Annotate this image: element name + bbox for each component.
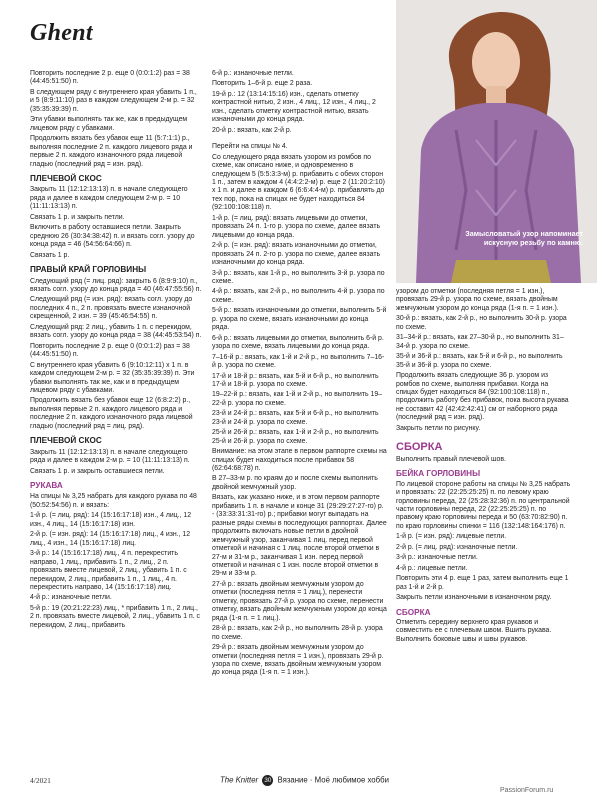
instruction-paragraph: 1-й р. (= лиц. ряд): 14 (15:16:17:18) изн., 4 лиц., 12 изн., 4 лиц., 14 (15:16:17:18) изн. bbox=[30, 512, 192, 528]
photo-caption: Замысловатый узор напоминает искусную резьбу по камню. bbox=[465, 229, 583, 247]
instruction-paragraph: Повторить эти 4 р. еще 1 раз, затем выполнить еще 1 раз 1-й и 2-й р. bbox=[396, 575, 569, 591]
instruction-paragraph: 2-й р. (= изн. ряд): 14 (15:16:17:18) лиц., 4 изн., 12 лиц., 4 изн., 14 (15:16:17:18) лиц. bbox=[30, 531, 191, 547]
instruction-paragraph: Выполнить правый плечевой шов. bbox=[396, 455, 506, 463]
instruction-paragraph: Закрыть петли изнаночными в изнаночном ряду. bbox=[396, 594, 552, 602]
instruction-paragraph: 17-й и 18-й р.: вязать, как 5-й и 6-й р., но выполнить 17-й и 18-й р. узора по схеме. bbox=[212, 372, 379, 388]
instruction-paragraph: 5-й р.: вязать изнаночными до отметки, выполнить 5-й р. узора по схеме, вязать изнаночными до конца ряда. bbox=[212, 307, 387, 332]
instruction-paragraph: По лицевой стороне работы на спицы № 3,25 набрать и провязать: 22 (22:25:25:25) п. по левому краю горловины переда, 22 (25:28:32:36) п. по центральной части горловины переда, 22 (22:25:25:25) п. по правому краю горловины переда и 50 (63:70:82:90) п. по краю горловины спинки = 116 (132:148:164:176) п. bbox=[396, 480, 571, 530]
instruction-paragraph: 30-й р.: вязать, как 2-й р., но выполнить 30-й р. узора по схеме. bbox=[396, 315, 567, 331]
instruction-paragraph: 19-й р.: 12 (13:14:15:16) изн., сделать отметку контрастной нитью, 2 изн., 4 лиц., 12 изн., 4 лиц., 2 изн., сделать отметку контрастной нитью, вязать изнаночными до конца ряда. bbox=[212, 90, 376, 124]
instruction-paragraph: Продолжить вязать без убавок еще 11 (5:7:1:1) р., выполняя последние 2 п. каждого лицевого ряда и первые 2 п. каждого изнаночного ряда лицевой гладью (последний ряд = изн. ряд). bbox=[30, 135, 193, 168]
instruction-paragraph: Внимание: на этом этапе в первом раппорте схемы на спицах будет находиться после прибавок 58 (62:64:68:78) п. bbox=[212, 448, 387, 473]
instruction-paragraph: Со следующего ряда вязать узором из ромбов по схеме, как описано ниже, и одновременно в следующем 5 (5:5:3:3-м) р. прибавить с обеих сторон 1 п., затем в каждом 4 (4:4:2:2-м) р. еще 2 (11:20:2:10) x 1 п. и далее в каждом 6 (6:6:4:4-м) р. прибавлять до тех пор, пока на спицах не будет находиться 84 (92:100:108:118) п. bbox=[212, 153, 385, 212]
section-heading: ПЛЕЧЕВОЙ СКОС bbox=[30, 173, 102, 183]
section-heading: ПРАВЫЙ КРАЙ ГОРЛОВИНЫ bbox=[30, 265, 147, 275]
instruction-paragraph: В 27–33-м р. по краям до и после схемы выполнить двойной жемчужный узор. bbox=[212, 475, 378, 491]
instruction-paragraph: 4-й р.: лицевые петли. bbox=[396, 564, 468, 572]
instruction-paragraph: Повторить 1–6-й р. еще 2 раза. bbox=[212, 80, 313, 88]
column-middle bbox=[212, 70, 387, 680]
instruction-paragraph: 3-й р.: вязать, как 1-й р., но выполнить 3-й р. узора по схеме. bbox=[212, 269, 385, 285]
magazine-subtitle: Вязание · Моё любимое хобби bbox=[277, 775, 389, 785]
instruction-paragraph: Связать 1 р. bbox=[30, 251, 70, 259]
instruction-paragraph: Следующий ряд: 2 лиц., убавить 1 п. с перекидом, вязать согл. узору до конца ряда = 38 (44:45:53:54) п. bbox=[30, 323, 202, 340]
instruction-paragraph: С внутреннего края убавить 6 (9:10:12:11) x 1 п. в каждом следующем 2-м р. = 32 (35:35:39:39) п. Эти убавки выполнять так же, как и в предыдущем лицевом ряду с убавками. bbox=[30, 361, 195, 394]
instruction-paragraph: 1-й р. (= изн. ряд): лицевые петли. bbox=[396, 533, 507, 541]
instruction-paragraph: Следующий ряд (= изн. ряд): вязать согл. узору до последних 4 п., 2 п. провязать вместе изнаночной скрещенной, 2 изн. = 39 (45:46:54:55) п. bbox=[30, 296, 193, 321]
instruction-paragraph: Вязать, как указано ниже, и в этом первом раппорте прибавить 1 п. в начале и конце 31 (29:29:27:27-го) р. - (33:33:31:31-го) р.; прибавки могут выпадать на разные ряды схемы в последующих раппортах. Далее продолжить включать новые петли в двойной жемчужный узор, заканчивая 1 лиц. перед первой отметкой и начиная с 1 лиц. после второй отметки в 27-м и 31-м р., заканчивая 1 изн. перед первой отметкой и начиная с 1 изн. после второй отметки в 29-м и 33-м р. bbox=[212, 494, 387, 578]
instruction-paragraph: На спицы № 3,25 набрать для каждого рукава по 48 (50:52:54:56) п. и вязать: bbox=[30, 493, 197, 509]
instruction-paragraph: Отметить середину верхнего края рукавов и совместить ее с плечевым швом. Вшить рукава. Выполнить боковые швы и швы рукавов. bbox=[396, 618, 552, 643]
instruction-paragraph: 4-й р.: вязать, как 2-й р., но выполнить 4-й р. узора по схеме. bbox=[212, 288, 385, 304]
instruction-paragraph: 7–16-й р.: вязать, как 1-й и 2-й р., но выполнить 7–16-й р. узора по схеме. bbox=[212, 353, 385, 370]
instruction-paragraph: 29-й р.: вязать двойным жемчужным узором до отметки (последняя петля = 1 изн.), провязать 29-й р. узора по схеме, вязать двойным жемчужным узором до конца ряда (1-я п. = 1 изн.). bbox=[212, 644, 384, 677]
instruction-paragraph: 31–34-й р.: вязать, как 27–30-й р., но выполнить 31–34-й р. узора по схеме. bbox=[396, 334, 564, 350]
instruction-paragraph: 35-й и 36-й р.: вязать, как 5-й и 6-й р., но выполнить 35-й и 36-й р. узора по схеме. bbox=[396, 353, 563, 369]
instruction-paragraph: Следующий ряд (= лиц. ряд): закрыть 6 (8:9:9:10) п., вязать согл. узору до конца ряда = 40 (46:47:55:56) п. bbox=[30, 277, 202, 293]
instruction-paragraph: Связать 1 р. и закрыть оставшиеся петли. bbox=[30, 467, 165, 475]
instruction-paragraph: 4-й р.: изнаночные петли. bbox=[30, 594, 112, 602]
instruction-paragraph: 2-й р. (= лиц. ряд): изнаночные петли. bbox=[396, 543, 518, 551]
instruction-paragraph: узором до отметки (последняя петля = 1 изн.), провязать 29-й р. узора по схеме, вязать двойным жемчужным узором до конца ряда (1-я п. = 1 изн.). bbox=[396, 288, 559, 312]
subsection-heading: СБОРКА bbox=[396, 607, 431, 617]
page-title: Ghent bbox=[30, 20, 93, 46]
instruction-paragraph: Закрыть 11 (12:12:13:13) п. в начале следующего ряда и далее в каждом следующем 2-м р. = 10 (11:11:13:13) п. bbox=[30, 186, 188, 211]
instruction-paragraph: В следующем ряду с внутреннего края убавить 1 п., и 5 (8:9:11:10) раз в каждом следующем 2-м р. = 32 (35:35:39:39) п. bbox=[30, 88, 197, 113]
column-left bbox=[30, 70, 202, 632]
subsection-heading: БЕЙКА ГОРЛОВИНЫ bbox=[396, 469, 481, 479]
section-title: СБОРКА bbox=[396, 441, 443, 454]
issue-date: 4/2021 bbox=[30, 776, 51, 785]
instruction-paragraph: 6-й р.: изнаночные петли. bbox=[212, 70, 294, 77]
instruction-paragraph: 27-й р.: вязать двойным жемчужным узором до отметки (последняя петля = 1 лиц.), перенести отметку, провязать 27-й р. узора по схеме, перенести отметку, вязать двойным жемчужным узором до конца ряда (1-я п. = 1 лиц.). bbox=[212, 580, 387, 622]
instruction-paragraph: 25-й и 26-й р.: вязать, как 1-й и 2-й р., но выполнить 25-й и 26-й р. узора по схеме. bbox=[212, 429, 379, 445]
instruction-paragraph: 19–22-й р.: вязать, как 1-й и 2-й р., но выполнить 19–22-й р. узора по схеме. bbox=[212, 391, 382, 407]
instruction-paragraph: 20-й р.: вязать, как 2-й р. bbox=[212, 126, 292, 134]
model-photo bbox=[396, 0, 597, 283]
magazine-name: The Knitter bbox=[220, 775, 259, 785]
page-number: 30 bbox=[264, 777, 272, 784]
section-heading: ПЛЕЧЕВОЙ СКОС bbox=[30, 436, 102, 446]
instruction-paragraph: Продолжить вязать следующие 36 р. узором из ромбов по схеме, выполняя прибавки. Когда на спицах будет находиться 84 (92:100:108:118) п., продолжить работу без прибавок, пока высота рукава не составит 42 (42:42:42:41) см от наборного ряда (последний ряд = изн. ряд). bbox=[396, 372, 569, 422]
instruction-paragraph: 1-й р. (= лиц. ряд): вязать лицевыми до отметки, провязать 24 п. 1-го р. узора по схеме, далее вязать лицевыми до конца ряда. bbox=[212, 214, 381, 239]
instruction-paragraph: Повторить последние 2 р. еще 0 (0:0:1:2) раз = 38 (44:45:51:50) п. bbox=[30, 342, 190, 359]
instruction-paragraph: 3-й р.: 14 (15:16:17:18) лиц., 4 п. перекрестить направо, 1 лиц., прибавить 1 п., 2 лиц., 2 п. провязать вместе лицевой, 2 лиц., убавить 1 п. с перекидом, 2 лиц., прибавить 1 п., 1 лиц., 4 п. перекрестить направо, 14 (15:16:17:18) лиц. bbox=[30, 550, 187, 592]
footer-magazine bbox=[220, 775, 389, 786]
section-heading: РУКАВА bbox=[30, 481, 63, 491]
watermark: PassionForum.ru bbox=[500, 787, 554, 794]
instruction-paragraph: 23-й и 24-й р.: вязать, как 5-й и 6-й р., но выполнить 23-й и 24-й р. узора по схеме. bbox=[212, 410, 379, 426]
instruction-paragraph: 28-й р.: вязать, как 2-й р., но выполнить 28-й р. узора по схеме. bbox=[212, 625, 383, 641]
instruction-paragraph: Эти убавки выполнять так же, как в предыдущем лицевом ряду с убавками. bbox=[30, 116, 188, 132]
instruction-paragraph: Перейти на спицы № 4. bbox=[212, 143, 288, 151]
instruction-paragraph: 2-й р. (= изн. ряд): вязать изнаночными до отметки, провязать 24 п. 2-го р. узора по схеме, далее вязать изнаночными до конца ряда. bbox=[212, 242, 381, 267]
column-right bbox=[396, 288, 571, 646]
instruction-paragraph: Включить в работу оставшиеся петли. Закрыть среднюю 26 (30:34:38:42) п. и вязать согл. узору до конца ряда = 46 (54:56:64:66) п. bbox=[30, 224, 195, 249]
instruction-paragraph: Закрыть петли по рисунку. bbox=[396, 424, 481, 432]
instruction-paragraph: Повторить последние 2 р. еще 0 (0:0:1:2) раз = 38 (44:45:51:50) п. bbox=[30, 70, 190, 86]
instruction-paragraph: 3-й р.: изнаночные петли. bbox=[396, 554, 478, 562]
instruction-paragraph: Связать 1 р. и закрыть петли. bbox=[30, 213, 125, 221]
instruction-paragraph: 5-й р.: 19 (20:21:22:23) лиц., * прибавить 1 п., 2 лиц., 2 п. провязать вместе лицевой, 2 лиц., убавить 1 п. с перекидом, 2 лиц., прибавить bbox=[30, 604, 200, 629]
instruction-paragraph: Продолжить вязать без убавок еще 12 (6:8:2:2) р., выполняя первые 2 п. каждого лицевого ряда и последние 2 п. каждого изнаночного ряда лицевой гладью (последний ряд = лиц. ряд). bbox=[30, 397, 193, 430]
instruction-paragraph: 6-й р.: вязать лицевыми до отметки, выполнить 6-й р. узора по схеме, вязать лицевыми до конца ряда. bbox=[212, 334, 384, 351]
instruction-paragraph: Закрыть 11 (12:12:13:13) п. в начале следующего ряда и далее в каждом 2-м р. = 10 (11:11:13:13) п. bbox=[30, 448, 190, 465]
